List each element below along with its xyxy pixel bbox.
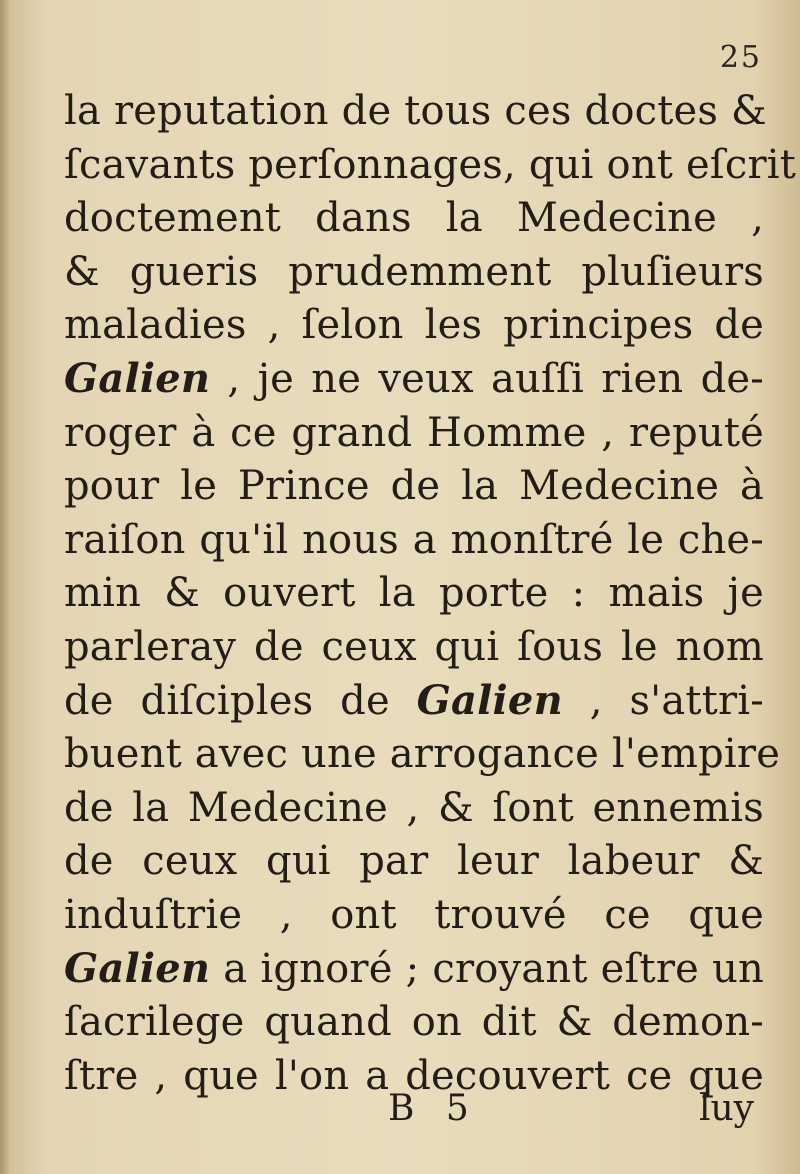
text-line: & gueris prudemment pluſieurs xyxy=(64,248,764,295)
text-line: de ceux qui par leur labeur & xyxy=(64,838,764,885)
page-footer xyxy=(64,1088,764,1148)
text-line: min & ouvert la porte : mais je xyxy=(64,570,764,617)
text-line: induſtrie , ont trouvé ce que xyxy=(64,891,764,938)
catchword: luy xyxy=(698,1088,754,1129)
body-text xyxy=(64,84,797,1102)
text-line: roger à ce grand Homme , reputé xyxy=(64,409,764,456)
text-line: doctement dans la Medecine , xyxy=(64,195,764,242)
text-line: ſacrilege quand on dit & demon- xyxy=(64,999,764,1046)
text-line: de diſciples de Galien , s'attri- xyxy=(64,676,764,724)
italic-name-galien: Galien xyxy=(64,354,211,402)
text-line: de la Medecine , & ſont ennemis xyxy=(64,784,764,831)
text-line: pour le Prince de la Medecine à xyxy=(64,463,764,510)
text-line: maladies , ſelon les principes de xyxy=(64,302,764,349)
text-line: Galien , je ne veux auſſi rien de- xyxy=(64,354,764,402)
signature-mark: B 5 xyxy=(388,1088,479,1129)
italic-name-galien: Galien xyxy=(64,944,211,992)
italic-name-galien: Galien xyxy=(416,676,563,724)
text-line: buent avec une arrogance l'empire xyxy=(64,731,781,778)
text-line: la reputation de tous ces doctes & xyxy=(64,88,767,134)
text-line: ſcavants perſonnages, qui ont eſcrit xyxy=(64,141,797,188)
text-line: raiſon qu'il nous a monſtré le che- xyxy=(64,516,764,563)
text-line: Galien a ignoré ; croyant eſtre un xyxy=(64,944,764,992)
page-number: 25 xyxy=(719,40,762,75)
text-line: parleray de ceux qui ſous le nom xyxy=(64,623,764,670)
text-line: ſtre , que l'on a decouvert ce que xyxy=(64,1052,764,1099)
